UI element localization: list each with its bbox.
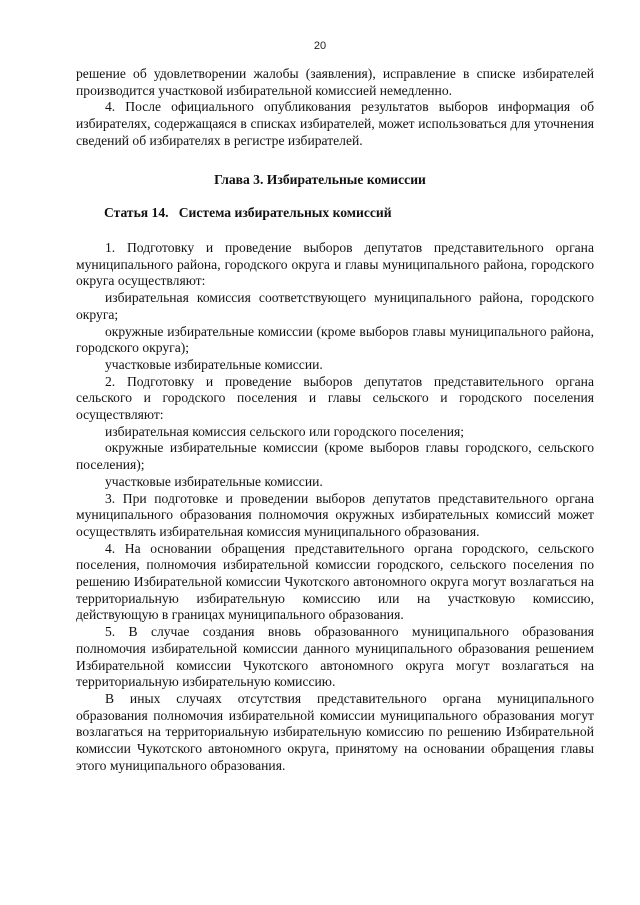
continuation-paragraph: решение об удовлетворении жалобы (заявления), исправление в списке избирателей производится участковой избирательной комиссией немедленно.: [76, 66, 594, 98]
paragraph: 5. В случае создания вновь образованного муниципального образования полномочия избирательной комиссии данного муниципального образования решением Избирательной комиссии Чукотского автономного округа могут возлагаться на территориальную избирательную комиссию.: [76, 624, 594, 690]
list-item: участковые избирательные комиссии.: [105, 473, 323, 489]
article-title: Статья 14. Система избирательных комиссий: [104, 205, 392, 220]
continuation-block: [76, 66, 594, 150]
list-item: избирательная комиссия сельского или городского поселения;: [105, 423, 465, 439]
list-item: окружные избирательные комиссии (кроме выборов главы муниципального района, городского округа);: [76, 323, 594, 356]
continuation-paragraph: 4. После официального опубликования результатов выборов информация об избирателях, содержащаяся в списках избирателей, может использоваться для уточнения сведений об избирателях в регистре избирателей.: [76, 99, 594, 148]
paragraph: 1. Подготовку и проведение выборов депутатов представительного органа муниципального района, городского округа и главы муниципального района, городского округа осуществляют:: [76, 240, 594, 289]
list-item: участковые избирательные комиссии.: [105, 356, 323, 372]
list-item: избирательная комиссия соответствующего муниципального района, городского округа;: [76, 290, 594, 322]
paragraph: 2. Подготовку и проведение выборов депутатов представительного органа сельского и городского поселения и главы сельского и городского поселения осуществляют:: [76, 373, 594, 423]
page-number: 20: [313, 40, 327, 52]
article-body: [76, 240, 594, 775]
chapter-title: Глава 3. Избирательные комиссии: [214, 172, 426, 187]
list-item: окружные избирательные комиссии (кроме выборов главы городского, сельского поселения);: [76, 440, 594, 473]
paragraph: 4. На основании обращения представительного органа городского, сельского поселения, полномочия избирательной комиссии городского, сельского поселения по решению Избирательной комиссии Чукотского автономного округа могут возлагаться на территориальную избирательную комиссию или на участковую комиссию, действующую в границах муниципального образования.: [76, 540, 594, 623]
paragraph: В иных случаях отсутствия представительного органа муниципального образования полномочия избирательной комиссии муниципального образования могут возлагаться на территориальную избирательную комиссию по решению Избирательной комиссии Чукотского автономного округа, принятому на основании обращения главы этого муниципального образования.: [76, 690, 594, 773]
paragraph: 3. При подготовке и проведении выборов депутатов представительного органа муниципального образования полномочия окружных избирательных комиссий может осуществлять избирательная комиссия муниципального образования.: [76, 490, 594, 539]
